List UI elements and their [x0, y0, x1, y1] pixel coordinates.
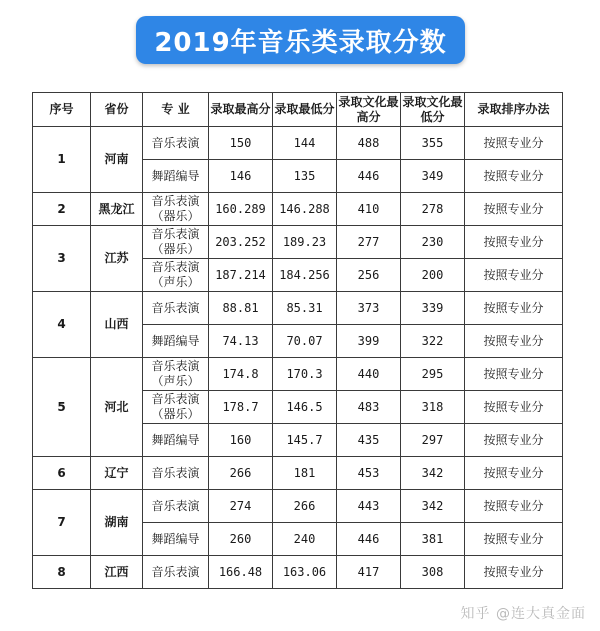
- cell-max-score: 88.81: [209, 292, 273, 325]
- cell-max-score: 150: [209, 127, 273, 160]
- cell-method: 按照专业分: [465, 325, 563, 358]
- cell-max-cultural: 440: [337, 358, 401, 391]
- cell-min-cultural: 339: [401, 292, 465, 325]
- cell-major: 音乐表演: [143, 490, 209, 523]
- cell-major: 音乐表演（器乐）: [143, 193, 209, 226]
- cell-major: 舞蹈编导: [143, 160, 209, 193]
- cell-min-score: 189.23: [273, 226, 337, 259]
- cell-seq: 6: [33, 457, 91, 490]
- cell-method: 按照专业分: [465, 556, 563, 589]
- cell-method: 按照专业分: [465, 226, 563, 259]
- cell-max-cultural: 443: [337, 490, 401, 523]
- cell-min-cultural: 381: [401, 523, 465, 556]
- cell-province: 辽宁: [91, 457, 143, 490]
- header-max-score: 录取最高分: [209, 93, 273, 127]
- cell-seq: 2: [33, 193, 91, 226]
- cell-method: 按照专业分: [465, 160, 563, 193]
- watermark: 知乎 @连大真金面: [460, 606, 586, 622]
- cell-min-cultural: 322: [401, 325, 465, 358]
- cell-seq: 7: [33, 490, 91, 556]
- cell-major: 音乐表演: [143, 127, 209, 160]
- table-row: [33, 193, 563, 226]
- cell-major: 音乐表演: [143, 292, 209, 325]
- cell-max-cultural: 488: [337, 127, 401, 160]
- cell-min-score: 163.06: [273, 556, 337, 589]
- cell-max-score: 160: [209, 424, 273, 457]
- cell-max-cultural: 399: [337, 325, 401, 358]
- cell-min-score: 85.31: [273, 292, 337, 325]
- cell-method: 按照专业分: [465, 490, 563, 523]
- cell-min-score: 135: [273, 160, 337, 193]
- cell-min-cultural: 342: [401, 457, 465, 490]
- cell-min-score: 266: [273, 490, 337, 523]
- table-body: [33, 127, 563, 589]
- table-row: [33, 226, 563, 259]
- cell-max-cultural: 483: [337, 391, 401, 424]
- cell-method: 按照专业分: [465, 292, 563, 325]
- cell-min-cultural: 308: [401, 556, 465, 589]
- cell-max-cultural: 410: [337, 193, 401, 226]
- cell-seq: 3: [33, 226, 91, 292]
- cell-min-cultural: 230: [401, 226, 465, 259]
- cell-min-score: 144: [273, 127, 337, 160]
- cell-min-score: 170.3: [273, 358, 337, 391]
- cell-major: 音乐表演（器乐）: [143, 391, 209, 424]
- cell-max-cultural: 446: [337, 523, 401, 556]
- cell-major: 舞蹈编导: [143, 523, 209, 556]
- cell-max-score: 146: [209, 160, 273, 193]
- table-row: [33, 556, 563, 589]
- cell-max-score: 260: [209, 523, 273, 556]
- header-max-cultural: 录取文化最高分: [337, 93, 401, 127]
- cell-province: 山西: [91, 292, 143, 358]
- cell-max-score: 187.214: [209, 259, 273, 292]
- cell-max-cultural: 435: [337, 424, 401, 457]
- cell-method: 按照专业分: [465, 523, 563, 556]
- cell-seq: 4: [33, 292, 91, 358]
- cell-max-score: 74.13: [209, 325, 273, 358]
- cell-max-cultural: 373: [337, 292, 401, 325]
- cell-method: 按照专业分: [465, 358, 563, 391]
- header-seq: 序号: [33, 93, 91, 127]
- cell-max-cultural: 277: [337, 226, 401, 259]
- table-header-row: [33, 93, 563, 127]
- header-method: 录取排序办法: [465, 93, 563, 127]
- cell-max-score: 166.48: [209, 556, 273, 589]
- cell-method: 按照专业分: [465, 127, 563, 160]
- cell-max-score: 203.252: [209, 226, 273, 259]
- cell-max-cultural: 417: [337, 556, 401, 589]
- cell-min-score: 184.256: [273, 259, 337, 292]
- cell-major: 音乐表演: [143, 556, 209, 589]
- cell-major: 音乐表演: [143, 457, 209, 490]
- cell-min-cultural: 278: [401, 193, 465, 226]
- cell-major: 舞蹈编导: [143, 424, 209, 457]
- cell-min-cultural: 349: [401, 160, 465, 193]
- cell-method: 按照专业分: [465, 457, 563, 490]
- cell-min-score: 146.5: [273, 391, 337, 424]
- header-province: 省份: [91, 93, 143, 127]
- cell-min-score: 70.07: [273, 325, 337, 358]
- cell-min-cultural: 355: [401, 127, 465, 160]
- cell-province: 河北: [91, 358, 143, 457]
- cell-max-score: 274: [209, 490, 273, 523]
- table-row: [33, 292, 563, 325]
- cell-seq: 5: [33, 358, 91, 457]
- cell-min-score: 146.288: [273, 193, 337, 226]
- page-title: 2019年音乐类录取分数: [136, 16, 465, 64]
- cell-major: 舞蹈编导: [143, 325, 209, 358]
- table-row: [33, 457, 563, 490]
- cell-max-score: 174.8: [209, 358, 273, 391]
- cell-min-cultural: 318: [401, 391, 465, 424]
- cell-max-cultural: 446: [337, 160, 401, 193]
- cell-province: 湖南: [91, 490, 143, 556]
- cell-seq: 8: [33, 556, 91, 589]
- cell-max-score: 160.289: [209, 193, 273, 226]
- header-min-cultural: 录取文化最低分: [401, 93, 465, 127]
- cell-method: 按照专业分: [465, 424, 563, 457]
- cell-min-score: 240: [273, 523, 337, 556]
- cell-min-score: 181: [273, 457, 337, 490]
- cell-method: 按照专业分: [465, 193, 563, 226]
- table-row: [33, 490, 563, 523]
- cell-min-cultural: 295: [401, 358, 465, 391]
- cell-method: 按照专业分: [465, 391, 563, 424]
- cell-max-score: 266: [209, 457, 273, 490]
- admission-score-table: [32, 92, 563, 589]
- cell-province: 河南: [91, 127, 143, 193]
- cell-min-score: 145.7: [273, 424, 337, 457]
- cell-min-cultural: 200: [401, 259, 465, 292]
- cell-province: 江西: [91, 556, 143, 589]
- header-major: 专 业: [143, 93, 209, 127]
- header-min-score: 录取最低分: [273, 93, 337, 127]
- cell-min-cultural: 297: [401, 424, 465, 457]
- cell-max-cultural: 256: [337, 259, 401, 292]
- cell-province: 江苏: [91, 226, 143, 292]
- cell-max-cultural: 453: [337, 457, 401, 490]
- cell-method: 按照专业分: [465, 259, 563, 292]
- cell-major: 音乐表演（声乐）: [143, 259, 209, 292]
- cell-major: 音乐表演（声乐）: [143, 358, 209, 391]
- table-row: [33, 358, 563, 391]
- cell-province: 黑龙江: [91, 193, 143, 226]
- cell-major: 音乐表演（器乐）: [143, 226, 209, 259]
- cell-seq: 1: [33, 127, 91, 193]
- cell-max-score: 178.7: [209, 391, 273, 424]
- table-row: [33, 127, 563, 160]
- cell-min-cultural: 342: [401, 490, 465, 523]
